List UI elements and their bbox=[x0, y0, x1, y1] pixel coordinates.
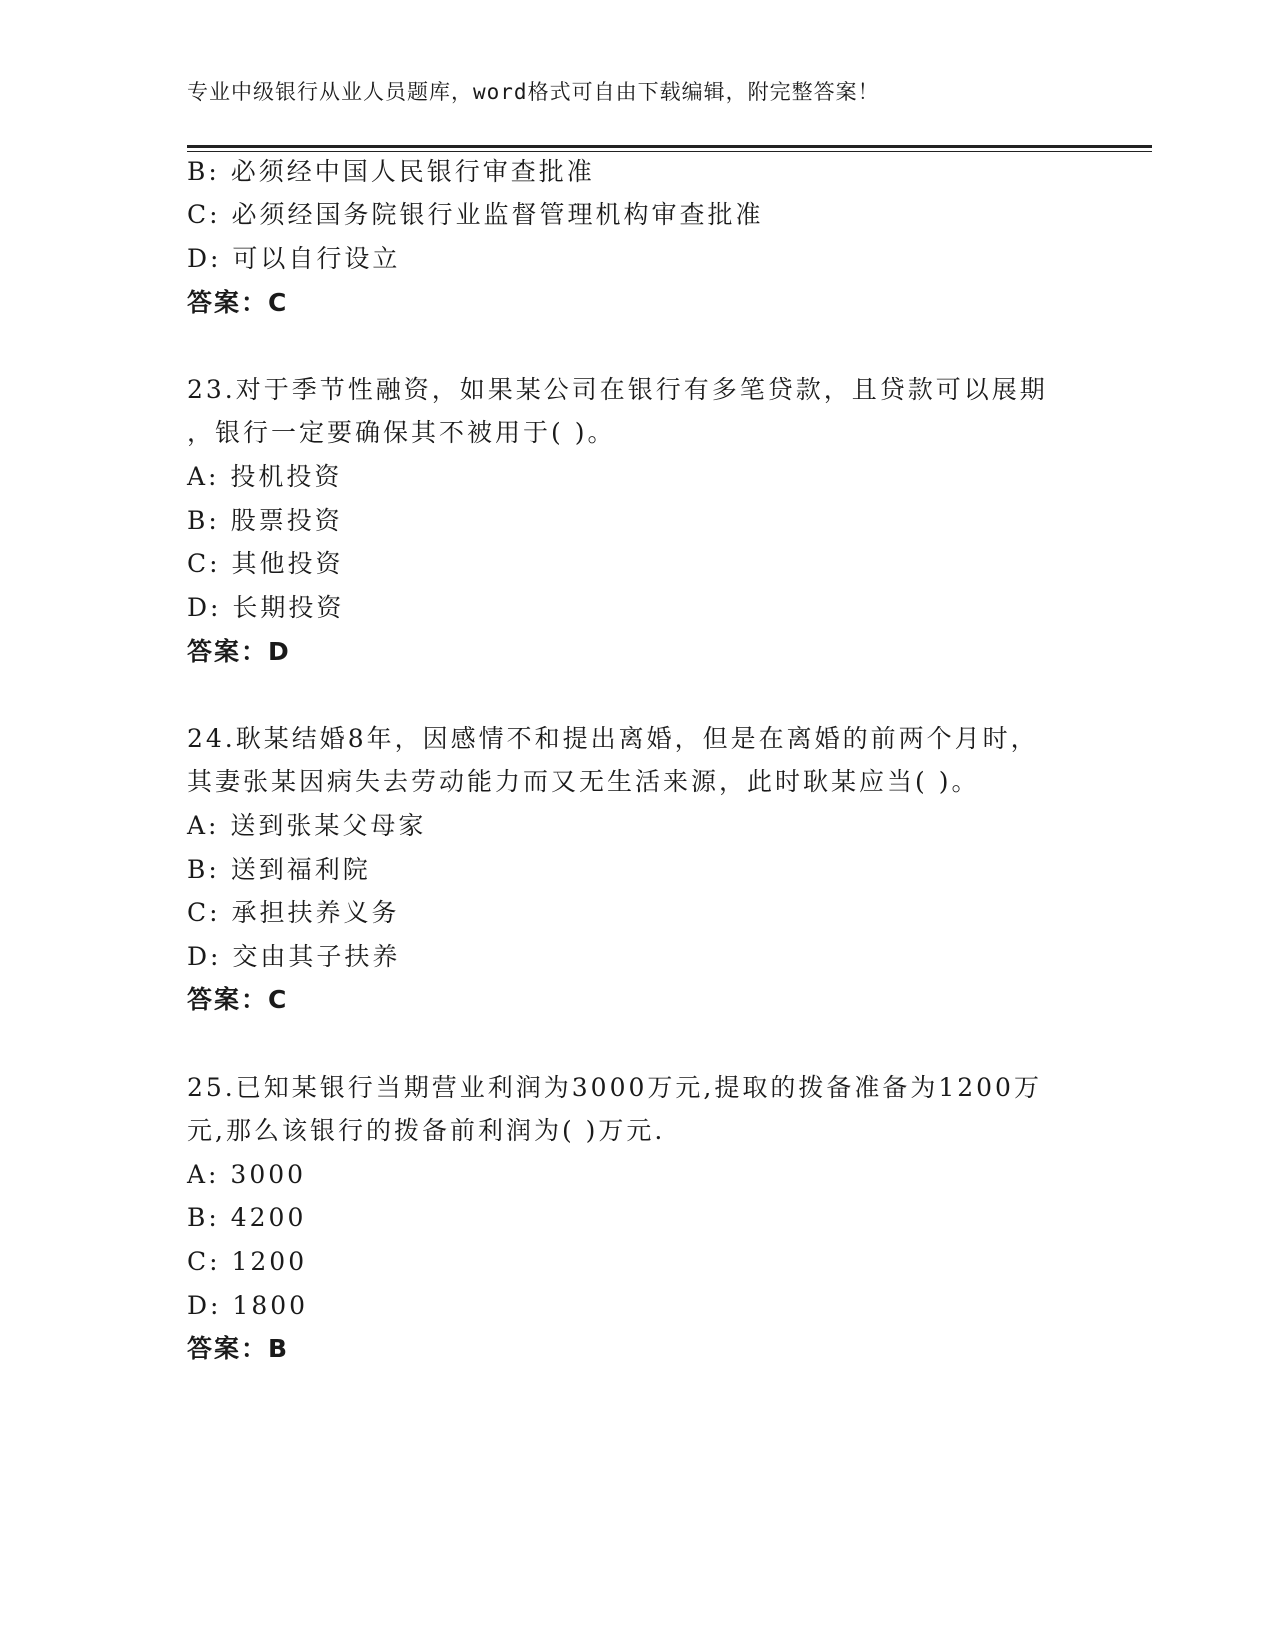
option-a: A: 送到张某父母家 bbox=[187, 811, 427, 840]
header-divider-thick bbox=[187, 145, 1152, 148]
option-b: B: 股票投资 bbox=[187, 506, 343, 535]
page-header: 专业中级银行从业人员题库，word格式可自由下载编辑，附完整答案！ bbox=[187, 80, 880, 104]
answer-label: 答案：C bbox=[187, 288, 289, 317]
header-divider-thin bbox=[187, 151, 1152, 152]
option-b: B: 送到福利院 bbox=[187, 855, 371, 884]
option-c: C: 承担扶养义务 bbox=[187, 898, 400, 927]
option-a: A: 投机投资 bbox=[187, 462, 343, 491]
question-23-stem-cont: ，银行一定要确保其不被用于( )。 bbox=[187, 418, 616, 447]
option-d: D: 可以自行设立 bbox=[187, 244, 401, 273]
question-24-stem: 24.耿某结婚8年，因感情不和提出离婚，但是在离婚的前两个月时， bbox=[187, 724, 1039, 753]
option-c: C: 必须经国务院银行业监督管理机构审查批准 bbox=[187, 200, 764, 229]
option-b: B: 4200 bbox=[187, 1203, 307, 1232]
question-24-stem-cont: 其妻张某因病失去劳动能力而又无生活来源，此时耿某应当( )。 bbox=[187, 767, 980, 796]
option-c: C: 1200 bbox=[187, 1247, 308, 1276]
question-25-stem-cont: 元,那么该银行的拨备前利润为( )万元. bbox=[187, 1116, 666, 1145]
option-b: B: 必须经中国人民银行审查批准 bbox=[187, 157, 595, 186]
option-d: D: 1800 bbox=[187, 1291, 309, 1320]
answer-label: 答案：B bbox=[187, 1334, 290, 1363]
option-d: D: 交由其子扶养 bbox=[187, 942, 401, 971]
option-a: A: 3000 bbox=[187, 1160, 307, 1189]
option-c: C: 其他投资 bbox=[187, 549, 344, 578]
question-23-stem: 23.对于季节性融资，如果某公司在银行有多笔贷款，且贷款可以展期 bbox=[187, 375, 1048, 404]
question-25-stem: 25.已知某银行当期营业利润为3000万元,提取的拨备准备为1200万 bbox=[187, 1073, 1042, 1102]
option-d: D: 长期投资 bbox=[187, 593, 345, 622]
answer-label: 答案：D bbox=[187, 637, 291, 666]
answer-label: 答案：C bbox=[187, 985, 289, 1014]
